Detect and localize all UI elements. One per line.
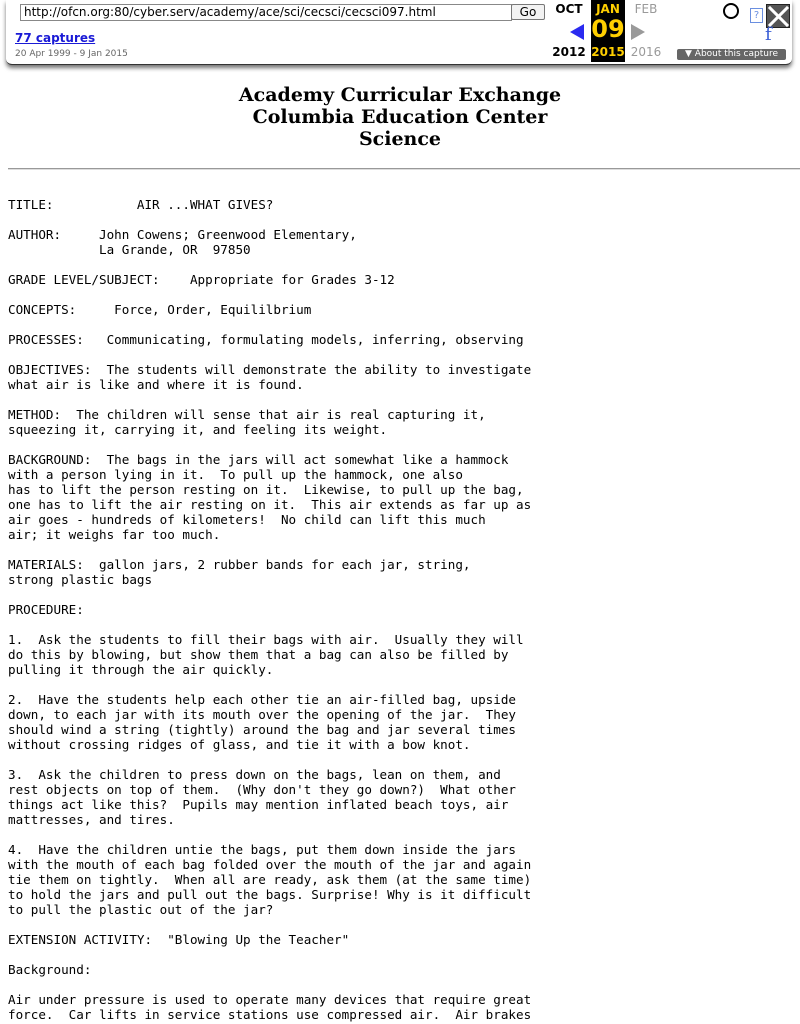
lesson-plan-text: TITLE: AIR ...WHAT GIVES? AUTHOR: John Cowens; Greenwood Elementary, La Grande, OR 97850 GRADE LEVEL/SUBJECT: Appropriate for Grades 3-12 CONCEPTS: Force, Order, Equililbrium PROCESSES: Communicating, formulating models, inferring, observing OBJECTIVES: The students will demonstrate the ability to investigate what air is like and where it is found. METHOD: The children will sense that air is real capturing it, squeezing it, carrying it, and feeling its weight. BACKGROUND: The bags in the jars will act somewhat like a hammock with a person lying in it. To pull up the hammock, one also has to lift the person resting on it. Likewise, to pull up the bag, one has to lift the air resting on it. This air extends as far up as air goes - hundreds of kilometers! No child can lift this much air; it weighs far too much. MATERIALS: gallon jars, 2 rubber bands for each jar, string, strong plastic bags PROCEDURE: 1. Ask the students to fill their bags with air. Usually they will do this by blowing, but show them that a bag can also be filled by pulling it through the air quickly. 2. Have the students help each other tie an air-filled bag, upside down, to each jar with its mouth over the opening of the jar. They should wind a string (tightly) around the bag and jar several times without crossing ridges of glass, and tie it with a bow knot. 3. Ask the children to press down on the bags, lean on them, and rest objects on top of them. (Why don't they go down?) What other things act like this? Pupils may mention inflated beach toys, air mattresses, and tires. 4. Have the children untie the bags, put them down inside the jars with the mouth of each bag folded over the mouth of the jar and again tie them on tightly. When all are ready, ask them (at the same time) to hold the jars and pull out the bags. Surprise! Why is it difficult to pull the plastic out of the jar? EXTENSION ACTIVITY: "Blowing Up the Teacher" Background: Air under pressure is used to operate many devices that require great force. Car lifts in service stations use compressed air. Air brakes [8,197,532,1022]
current-year-label: 2015 [591,45,625,59]
about-capture-button[interactable]: ▼ About this capture [677,49,786,60]
header-line-1: Academy Curricular Exchange [238,84,562,106]
horizontal-rule [8,168,800,170]
prev-capture-arrow-icon[interactable] [570,24,584,40]
captures-link[interactable]: 77 captures [15,31,96,45]
current-day-label: 09 [591,15,625,43]
page-header [0,84,800,150]
current-month-label: JAN [596,2,620,16]
prev-month-label: OCT [555,2,583,16]
current-capture-column [591,0,625,62]
prev-year-label: 2012 [552,45,586,59]
help-icon[interactable]: ? [750,8,763,23]
capture-date-range: 20 Apr 1999 - 9 Jan 2015 [15,49,128,59]
header-line-3: Science [358,128,442,150]
wayback-toolbar [6,0,792,65]
next-year-label: 2016 [630,45,662,59]
next-month-label: FEB [634,2,658,16]
loading-circle-icon [723,3,739,19]
go-button[interactable]: Go [511,4,545,20]
header-line-2: Columbia Education Center [252,106,548,128]
facebook-icon[interactable]: f [765,24,772,45]
url-input[interactable]: http://ofcn.org:80/cyber.serv/academy/ace/sci/cecsci/cecsci097.html [20,4,512,21]
next-capture-arrow-icon[interactable] [631,24,645,40]
